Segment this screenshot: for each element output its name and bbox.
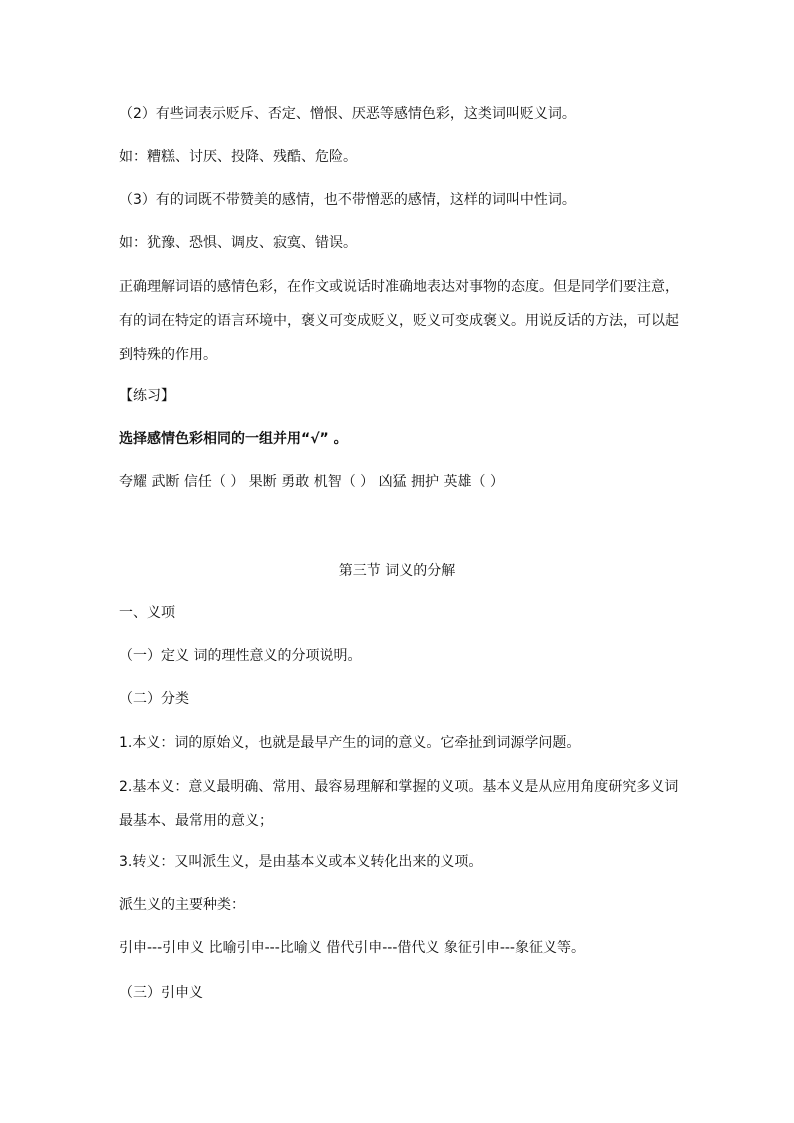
derogatory-examples-line: 如：糟糕、讨厌、投降、残酷、危险。 bbox=[119, 149, 357, 165]
neutral-definition-line: （3）有的词既不带赞美的感情，也不带憎恶的感情，这样的词叫中性词。 bbox=[119, 192, 576, 208]
derived-meaning-line: 3.转义：又叫派生义，是由基本义或本义转化出来的义项。 bbox=[119, 854, 483, 870]
exercise-heading: 【练习】 bbox=[119, 388, 175, 404]
neutral-examples-line: 如：犹豫、恐惧、调皮、寂寞、错误。 bbox=[119, 235, 357, 251]
basic-meaning-line-1: 2.基本义：意义最明确、常用、最容易理解和掌握的义项。基本义是从应用角度研究多义词 bbox=[119, 779, 679, 795]
exercise-instruction: 选择感情色彩相同的一组并用“√” 。 bbox=[119, 431, 348, 447]
classification-heading: （二）分类 bbox=[119, 691, 189, 707]
emotion-color-paragraph bbox=[119, 270, 679, 372]
section-title: 第三节 词义的分解 bbox=[338, 563, 456, 579]
exercise-items: 夸耀 武断 信任（ ） 果断 勇敢 机智（ ） 凶猛 拥护 英雄（ ） bbox=[119, 474, 504, 490]
original-meaning-line: 1.本义：词的原始义，也就是最早产生的词的意义。它牵扯到词源学问题。 bbox=[119, 735, 581, 751]
derogatory-definition-line: （2）有些词表示贬斥、否定、憎恨、厌恶等感情色彩，这类词叫贬义词。 bbox=[119, 106, 576, 122]
paragraph-line-3: 到特殊的作用。 bbox=[119, 347, 217, 363]
definition-line: （一）定义 词的理性意义的分项说明。 bbox=[119, 648, 362, 664]
extended-meaning-heading: （三）引申义 bbox=[119, 985, 203, 1001]
derived-types-list: 引申---引申义 比喻引申---比喻义 借代引申---借代义 象征引申---象征义等。 bbox=[119, 940, 585, 956]
paragraph-line-2: 有的词在特定的语言环境中，褒义可变成贬义，贬义可变成褒义。用说反话的方法，可以起 bbox=[119, 313, 679, 329]
heading-sense-items: 一、义项 bbox=[119, 605, 175, 621]
paragraph-line-1: 正确理解词语的感情色彩，在作文或说话时准确地表达对事物的态度。但是同学们要注意， bbox=[119, 279, 679, 295]
derived-types-heading: 派生义的主要种类： bbox=[119, 897, 245, 913]
basic-meaning-paragraph bbox=[119, 770, 679, 838]
basic-meaning-line-2: 最基本、最常用的意义； bbox=[119, 813, 273, 829]
